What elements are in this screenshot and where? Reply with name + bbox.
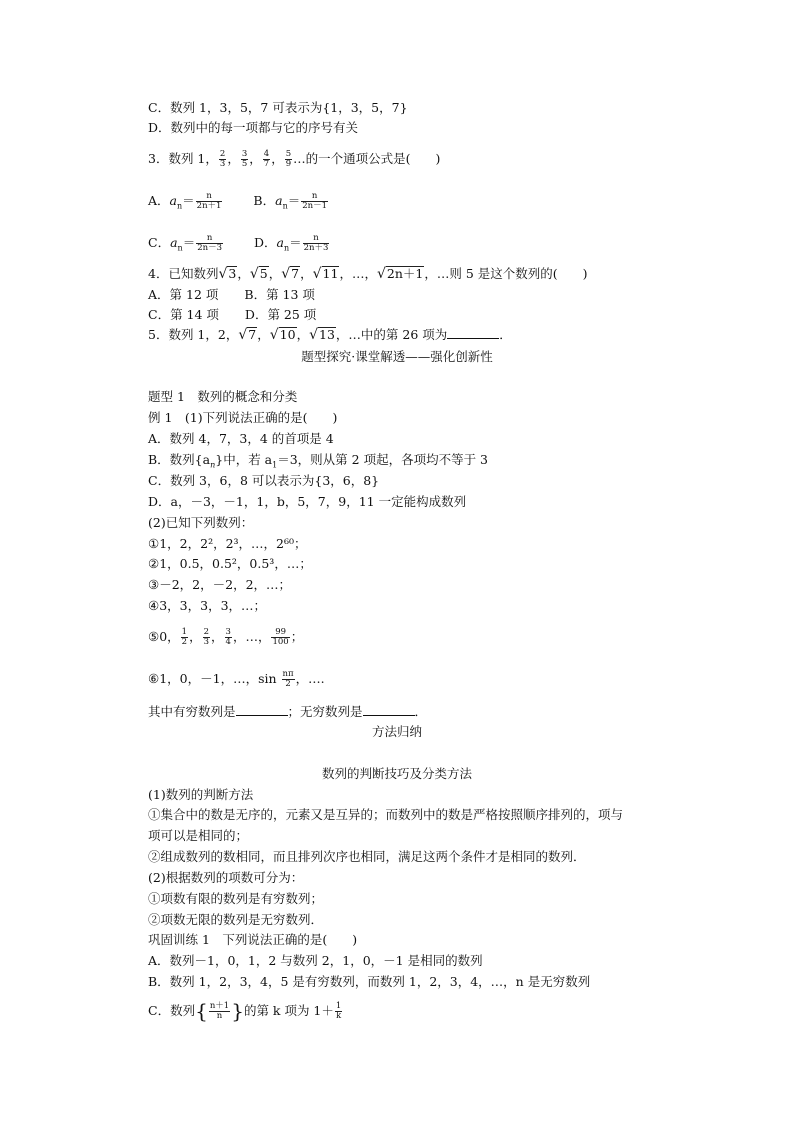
ex1-option-b: B．数列$\{a_n\}$中，若 $a_1=3$，则从第 2 项起，各项均不等于 3	[148, 452, 489, 470]
finite-answer-blank[interactable]	[236, 703, 288, 716]
drill-option-b: B．数列 1，2，3，4，5 是有穷数列，而数列 1，2，3，4，…，n 是无穷数列	[148, 974, 591, 989]
method-p2: (2)根据数列的项数可分为：	[148, 870, 304, 885]
infinite-answer-blank[interactable]	[363, 703, 415, 716]
frac: $\frac{n}{2n-1}$	[302, 191, 328, 211]
frac: $\frac{1}{2}$	[181, 627, 188, 647]
q3-prefix: 3．数列 1，	[148, 151, 218, 166]
example-1-head: 例 1 (1)下列说法正确的是( )	[148, 410, 338, 425]
frac: $\frac{n}{2n+1}$	[196, 191, 222, 211]
ex1-option-c: C．数列 3，6，8 可以表示为{3，6，8}	[148, 473, 380, 488]
drill-head: 巩固训练 1 下列说法正确的是( )	[148, 932, 358, 947]
frac: $\frac{4}{7}$	[263, 149, 270, 169]
option-c-line: C．数列 1，3，5，7 可表示为{1，3，5，7}	[148, 100, 408, 115]
drill-option-c: C．数列{ $\frac{n+1}{n}$ }的第 k 项为 1＋ $\frac{1}{k}$	[148, 999, 342, 1023]
option-d-line: D．数列中的每一项都与它的序号有关	[148, 120, 359, 135]
frac: $\frac{n\pi}{2}$	[282, 669, 294, 689]
sequence-3: ③－2，2，－2，2，…；	[148, 577, 292, 592]
method-p2b: ②项数无限的数列是无穷数列．	[148, 912, 324, 927]
ex1-question: 其中有穷数列是 ；无穷数列是 ．	[148, 704, 428, 719]
answer-blank[interactable]	[447, 326, 499, 339]
frac: $\frac{2}{3}$	[219, 149, 226, 169]
method-subtitle: 数列的判断技巧及分类方法	[321, 766, 472, 781]
frac: $\frac{5}{9}$	[285, 149, 292, 169]
frac: $\frac{n+1}{n}$	[209, 1001, 230, 1021]
method-p1a-cont: 项可以是相同的；	[148, 828, 249, 843]
frac: $\frac{1}{k}$	[335, 1001, 342, 1021]
q4-options-ab: A．第 12 项 B．第 13 项	[148, 287, 315, 302]
frac: $\frac{2}{3}$	[203, 627, 210, 647]
q3-options-ab: A．$a_n=$ $\frac{n}{2n+1}$ B．$a_n=$ $\frac{n}{2n-1}$	[148, 191, 328, 211]
ex1-option-d: D．a，－3，－1，1，b，5，7，9，11 一定能构成数列	[148, 494, 467, 509]
frac: $\frac{3}{5}$	[241, 149, 248, 169]
ex1-option-a: A．数列 4，7，3，4 的首项是 4	[148, 431, 334, 446]
question-4: 4．已知数列√3，√5，√7，√11，…，√2n＋1，…则 5 是这个数列的( )	[148, 266, 588, 282]
topic-1-heading: 题型 1 数列的概念和分类	[148, 389, 298, 404]
drill-option-a: A．数列－1，0，1，2 与数列 2，1，0，－1 是相同的数列	[148, 953, 483, 968]
question-5: 5．数列 1，2，√7，√10，√13，…中的第 26 项为 ．	[148, 327, 512, 343]
method-p1a: ①集合中的数是无序的，元素又是互异的；而数列中的数是严格按照顺序排列的，项与	[148, 807, 624, 822]
sequence-1: ①1，2，2²，2³，…，2⁶⁰；	[148, 536, 307, 551]
sequence-5: ⑤0， $\frac{1}{2}$ ， $\frac{2}{3}$ ， $\frac{3}{4}$ ，…， $\frac{99}{100}$ ；	[148, 627, 304, 647]
sequence-4: ④3，3，3，3，…；	[148, 598, 267, 613]
q3-suffix: …的一个通项公式是( )	[293, 151, 441, 166]
method-title: 方法归纳	[371, 724, 422, 739]
frac: $\frac{3}{4}$	[225, 627, 231, 647]
q3-options-cd: C．$a_n=$ $\frac{n}{2n-3}$ D．$a_n=$ $\frac{n}{2n+3}$	[148, 233, 329, 253]
frac: $\frac{n}{2n-3}$	[197, 233, 222, 253]
method-p1: (1)数列的判断方法	[148, 787, 254, 802]
q4-options-cd: C．第 14 项 D．第 25 项	[148, 307, 317, 322]
frac: $\frac{99}{100}$	[272, 627, 289, 647]
method-p1b: ②组成数列的数相同，而且排列次序也相同，满足这两个条件才是相同的数列．	[148, 849, 586, 864]
sequence-2: ②1，0.5，0.5²，0.5³，…；	[148, 556, 312, 571]
question-3: 3．数列 1， $\frac{2}{3}$ ， $\frac{3}{5}$ ， $\frac{4}{7}$ ， $\frac{5}{9}$ …的一个通项公式是( )	[148, 149, 441, 169]
method-p2a: ①项数有限的数列是有穷数列；	[148, 891, 324, 906]
section-title: 题型探究·课堂解透——强化创新性	[301, 349, 493, 364]
sequence-6: ⑥1，0，－1，…，sin $\frac{n\pi}{2}$ ，….	[148, 669, 325, 689]
ex1-part-2: (2)已知下列数列：	[148, 515, 254, 530]
frac: $\frac{n}{2n+3}$	[303, 233, 329, 253]
